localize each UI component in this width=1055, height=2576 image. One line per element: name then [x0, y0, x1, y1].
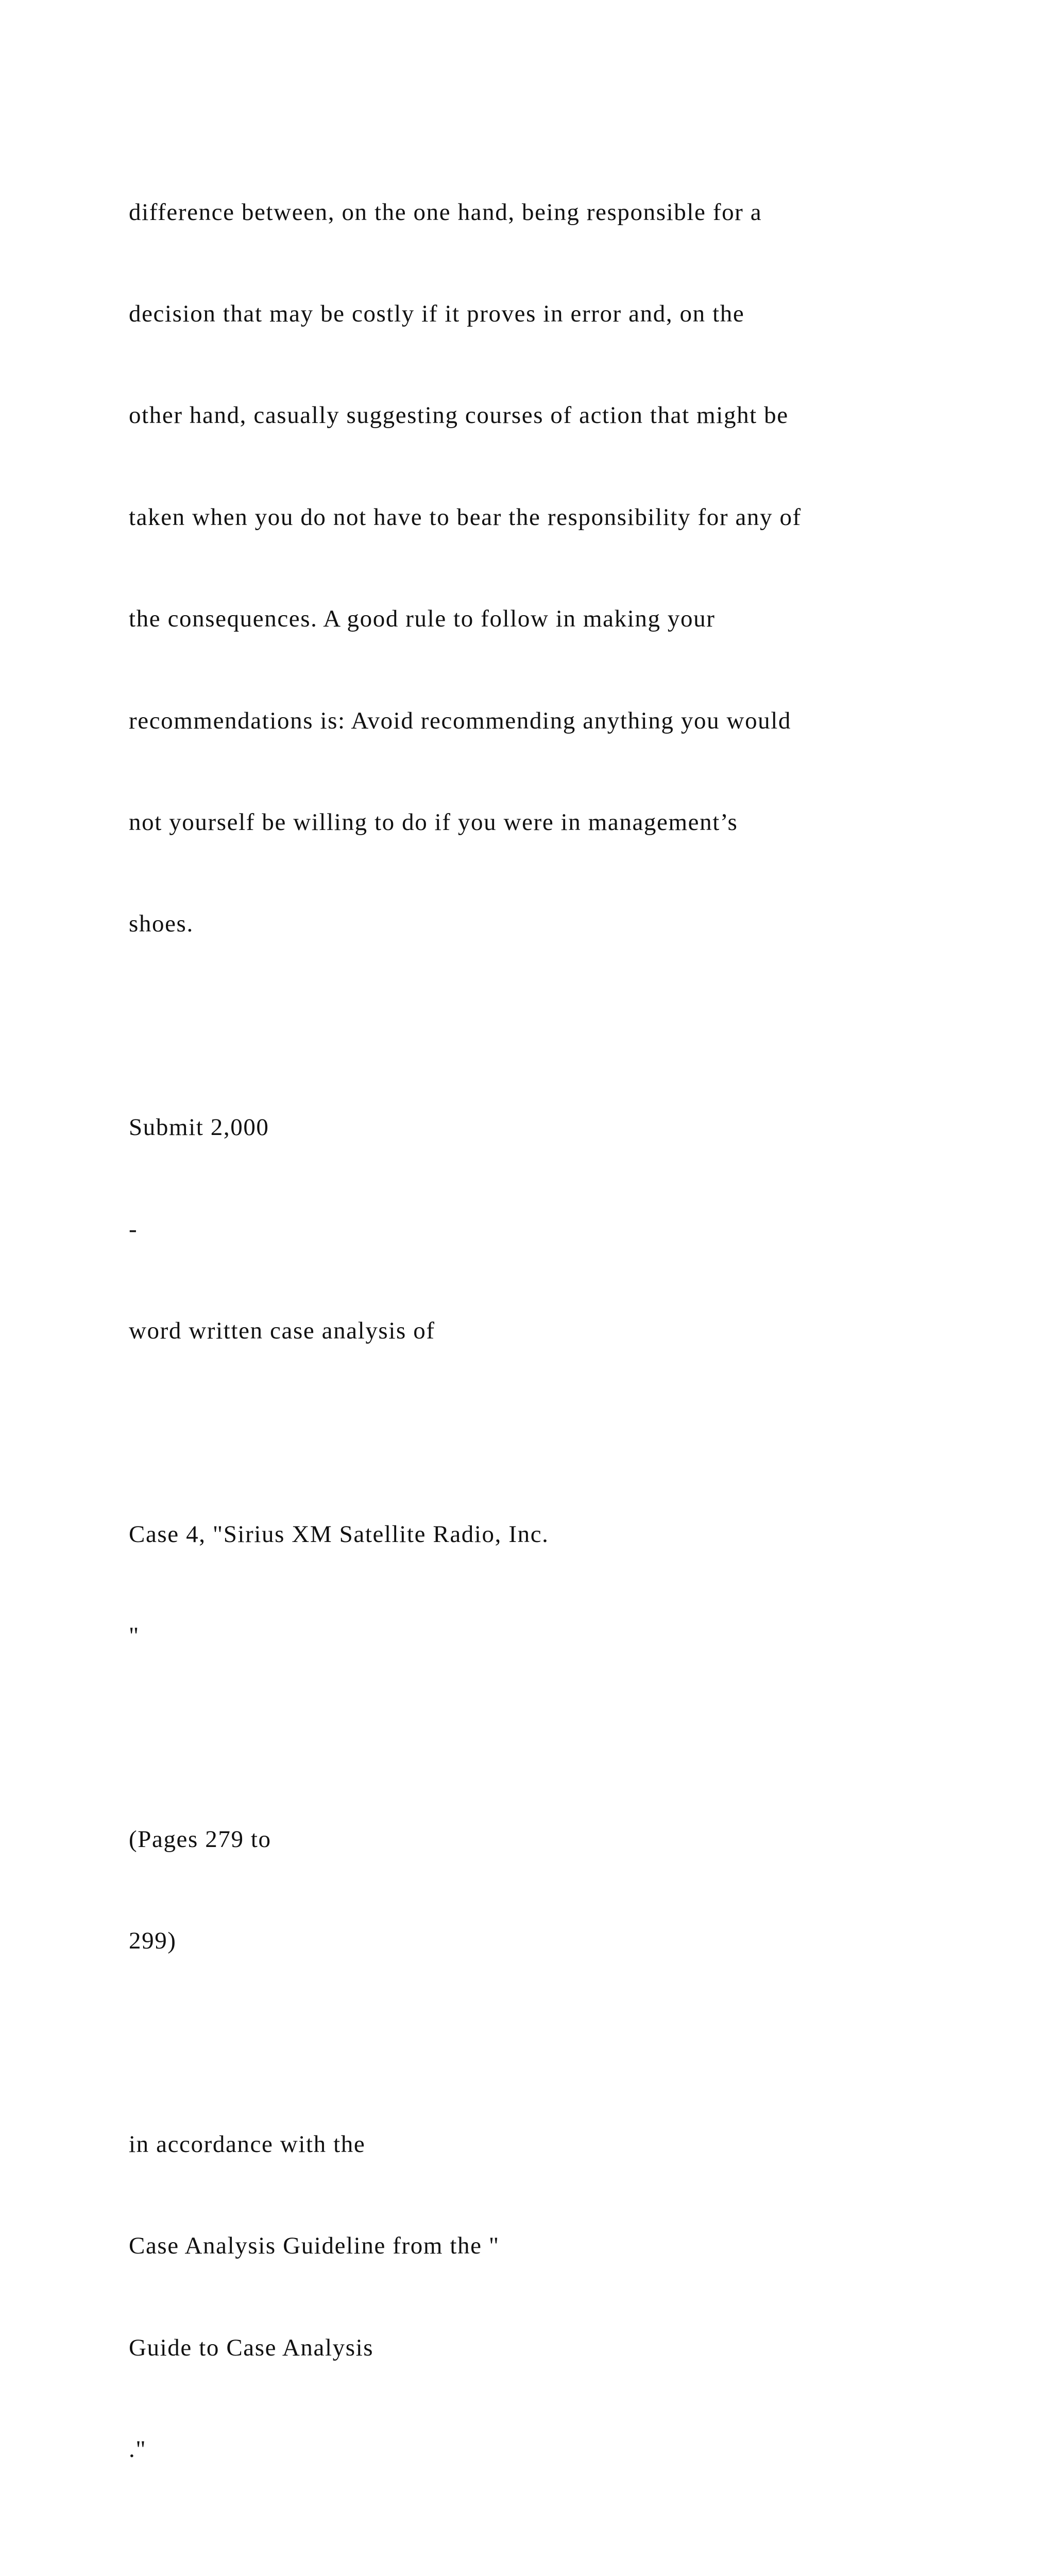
- text-line: -: [129, 1215, 138, 1243]
- text-line: shoes.: [129, 910, 194, 938]
- text-line: Submit 2,000: [129, 1114, 269, 1141]
- text-line: Case Analysis Guideline from the ": [129, 2232, 500, 2260]
- text-line: decision that may be costly if it proves in error and, on the: [129, 300, 745, 327]
- text-line: 299): [129, 1927, 177, 1955]
- text-line: taken when you do not have to bear the responsibility for any of: [129, 503, 802, 531]
- blank-line: [129, 1416, 1005, 1450]
- text-line: not yourself be willing to do if you were in management’s: [129, 808, 738, 836]
- text-line: ": [129, 1622, 140, 1650]
- text-line: Case 4, "Sirius XM Satellite Radio, Inc.: [129, 1520, 549, 1548]
- blank-line: [129, 2535, 1005, 2569]
- text-line: Guide to Case Analysis: [129, 2334, 374, 2361]
- blank-line: [129, 1009, 1005, 1043]
- text-line: difference between, on the one hand, being responsible for a: [129, 198, 762, 226]
- blank-line: [129, 2026, 1005, 2060]
- text-line: (Pages 279 to: [129, 1825, 271, 1853]
- document-body: [129, 128, 1005, 2576]
- text-line: the consequences. A good rule to follow in making your: [129, 605, 716, 633]
- text-line: recommendations is: Avoid recommending anything you would: [129, 707, 792, 734]
- text-line: word written case analysis of: [129, 1317, 435, 1344]
- text-line: in accordance with the: [129, 2131, 366, 2158]
- text-line: .": [129, 2436, 147, 2463]
- text-line: other hand, casually suggesting courses of action that might be: [129, 402, 789, 429]
- blank-line: [129, 1721, 1005, 1755]
